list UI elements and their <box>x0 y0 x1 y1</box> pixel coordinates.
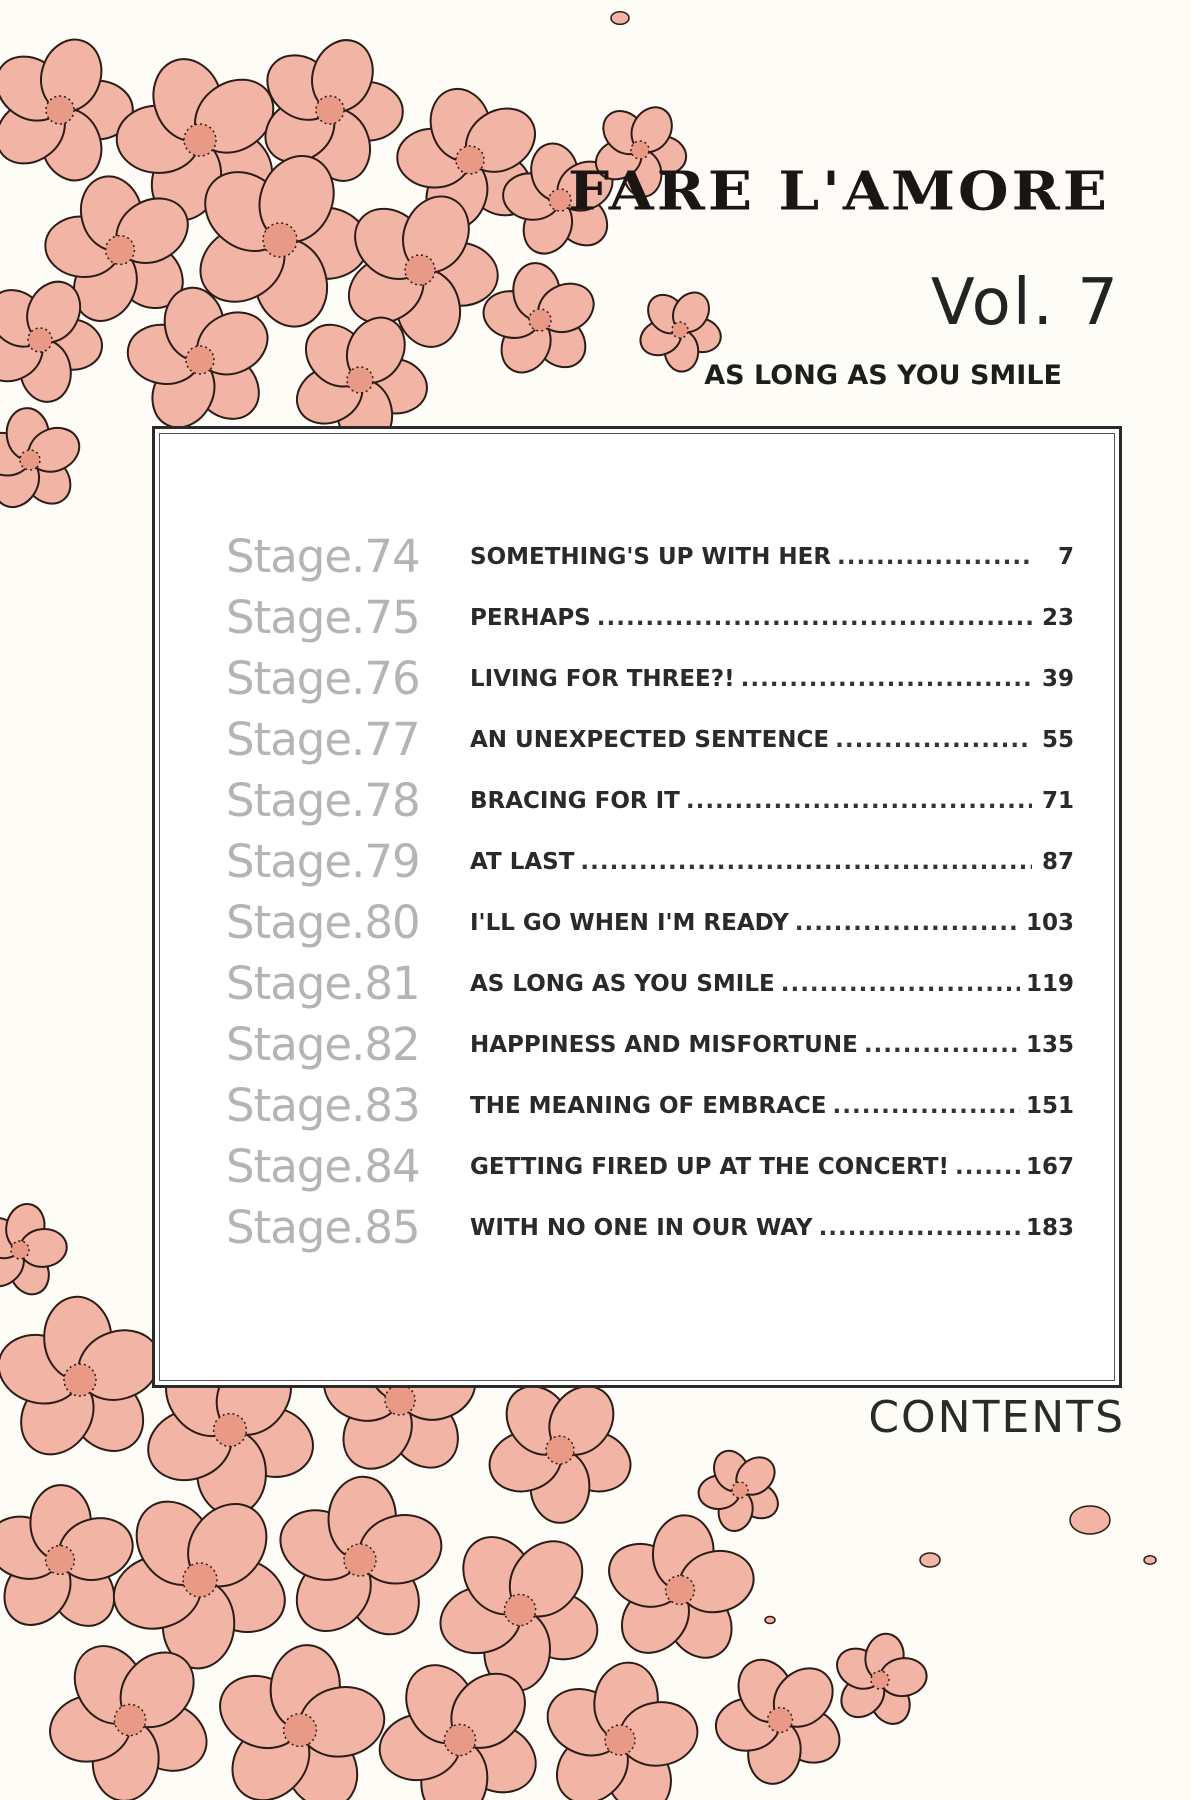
chapter-title: GETTING FIRED UP AT THE CONCERT! <box>470 1153 950 1180</box>
leader-dots <box>837 544 1032 570</box>
stage-number: Stage.77 <box>226 713 420 766</box>
chapter-row[interactable] <box>226 953 1074 1014</box>
page-number: 151 <box>1025 1092 1074 1119</box>
chapter-row[interactable] <box>226 892 1074 953</box>
chapter-title: THE MEANING OF EMBRACE <box>470 1092 827 1119</box>
chapter-title: I'LL GO WHEN I'M READY <box>470 909 789 936</box>
contents-heading: CONTENTS <box>868 1392 1125 1443</box>
chapter-title: AN UNEXPECTED SENTENCE <box>470 726 830 753</box>
chapter-title: LIVING FOR THREE?! <box>470 665 735 692</box>
chapter-title: SOMETHING'S UP WITH HER <box>470 543 832 570</box>
chapter-title: AS LONG AS YOU SMILE <box>470 970 775 997</box>
page-number: 71 <box>1041 787 1074 814</box>
leader-dots <box>864 1032 1020 1058</box>
leader-dots <box>597 605 1032 631</box>
page-number: 183 <box>1025 1214 1074 1241</box>
stage-number: Stage.74 <box>226 530 420 583</box>
leader-dots <box>833 1093 1020 1119</box>
stage-number: Stage.84 <box>226 1140 420 1193</box>
chapter-title: WITH NO ONE IN OUR WAY <box>470 1214 813 1241</box>
chapter-row[interactable] <box>226 526 1074 587</box>
stage-number: Stage.76 <box>226 652 420 705</box>
page-number: 87 <box>1041 848 1074 875</box>
stage-number: Stage.83 <box>226 1079 420 1132</box>
falling-petal <box>611 12 629 25</box>
page-number: 103 <box>1025 909 1074 936</box>
chapter-row[interactable] <box>226 648 1074 709</box>
table-of-contents <box>226 526 1074 1258</box>
chapter-title: BRACING FOR IT <box>470 787 680 814</box>
leader-dots <box>741 666 1032 692</box>
leader-dots <box>686 788 1032 814</box>
chapter-title: AT LAST <box>470 848 575 875</box>
stage-number: Stage.79 <box>226 835 420 888</box>
chapter-row[interactable] <box>226 831 1074 892</box>
page-number: 39 <box>1041 665 1074 692</box>
stage-number: Stage.80 <box>226 896 420 949</box>
chapter-row[interactable] <box>226 1197 1074 1258</box>
leader-dots <box>781 971 1020 997</box>
page-number: 135 <box>1025 1031 1074 1058</box>
leader-dots <box>580 849 1032 875</box>
page-number: 55 <box>1041 726 1074 753</box>
page-number: 7 <box>1057 543 1074 570</box>
leader-dots <box>955 1154 1020 1180</box>
falling-petal <box>1070 1506 1110 1534</box>
blossom-flower <box>0 382 106 536</box>
chapter-row[interactable] <box>226 1136 1074 1197</box>
blossom-flower <box>0 1185 85 1313</box>
leader-dots <box>795 910 1020 936</box>
page-number: 167 <box>1025 1153 1074 1180</box>
stage-number: Stage.85 <box>226 1201 420 1254</box>
chapter-row[interactable] <box>226 587 1074 648</box>
chapter-title: PERHAPS <box>470 604 591 631</box>
chapter-row[interactable] <box>226 1075 1074 1136</box>
falling-petal <box>765 1617 775 1624</box>
blossom-flower <box>0 32 133 189</box>
chapter-row[interactable] <box>226 1014 1074 1075</box>
chapter-row[interactable] <box>226 770 1074 831</box>
stage-number: Stage.75 <box>226 591 420 644</box>
volume-subtitle: AS LONG AS YOU SMILE <box>704 360 1062 391</box>
page-number: 23 <box>1041 604 1074 631</box>
volume-number: Vol. 7 <box>930 266 1120 340</box>
falling-petal <box>920 1553 940 1567</box>
chapter-row[interactable] <box>226 709 1074 770</box>
flower-center <box>46 96 74 124</box>
stage-number: Stage.81 <box>226 957 420 1010</box>
leader-dots <box>819 1215 1020 1241</box>
series-title: FARE L'AMORE <box>567 160 1110 223</box>
leader-dots <box>835 727 1032 753</box>
page-number: 119 <box>1025 970 1074 997</box>
stage-number: Stage.78 <box>226 774 420 827</box>
stage-number: Stage.82 <box>226 1018 420 1071</box>
falling-petal <box>1144 1556 1156 1564</box>
chapter-title: HAPPINESS AND MISFORTUNE <box>470 1031 858 1058</box>
